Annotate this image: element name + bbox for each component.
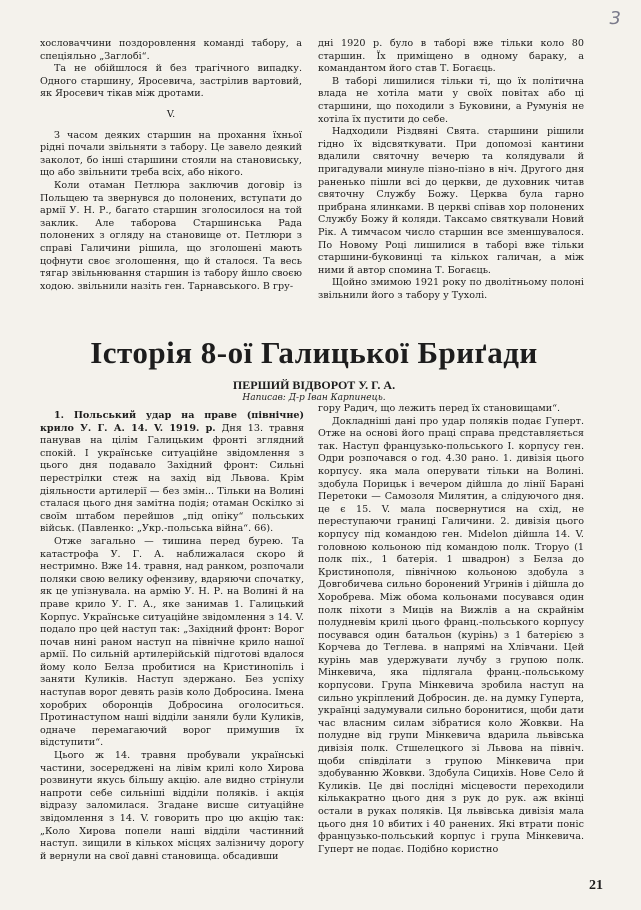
article-title: Історія 8-ої Галицької Бриґади <box>90 335 538 370</box>
paragraph: Та не обійшлося й без трагічного випадку. Одного старшину, Яросевича, застрілив вартовий, як Яросевич тікав між дротами. <box>40 63 302 100</box>
page-number: 21 <box>589 878 603 893</box>
byline: Написав: Д-р Іван Карпинець. <box>242 393 386 403</box>
paragraph: Отже загально — тишина перед бурею. Та катастрофа У. Г. А. наближалася скоро й нестримно. Вже 14. травня, над ранком, розпочали поляки свою велику офензиву, вдаряючи спочатку, як це упізнувала. на армію У. Н. Р. на Волині й на праве крило У. Г. А., яке занимав 1. Галицький Корпус. Українське ситуаційне звідомлення з 14. V. подало про цей наступ так: „Західний фронт: Ворог почав нині раном наступ на північне крило нашої армії. По сильній артилерійській підготові вдалося йому коло Белза пробитися на Кристинопіль і заняти Куликів. Наступ здержано. Без успіху наступав ворог девять разів коло Добросина. Імена хоробрих оборонців Добросина оголоситься. Протинаступом наші відділи заняли були Куликів, одначе перемагаючий ворог примушив їх відступити“. <box>40 535 304 749</box>
paragraph: В таборі лишилися тільки ті, що їх політична влада не хотіла мати у своїх повітах або ці старшини, що походили з Буковини, а Румунія не хотіла їх пустити до себе. <box>318 75 584 125</box>
top-left-column <box>40 38 302 293</box>
section-lead-text: Дня 13. травня панував на цілім Галицьким фронті зглядний спокій. І українське ситуаційне звідомлення з цього дня подавало Західний фронт: Сильні перестрілки стеж на захід від Львова. Крім діяльности артилерії — без змін... Тільки на Волині сталася цього дня замітна подія; отаман Оскілко зі своїм штабом перейшов „під опіку“ польських військ. (Павленко: „Укр.-польська війна“. 66). <box>40 422 304 535</box>
paragraph: Докладніші дані про удар поляків подає Гуперт. Отже на основі його праці справа представляється так. Наступ французько-польського І. корпусу ген. Одри розпочався о год. 4.30 рано. 1. дивізія цього корпусу. яка мала оперувати тільки на Волині. здобула Порицьк і вечером дійшла до лінії Барані Перетоки — Самозоля Милятин, а слідуючого дня. це є 15. V. мала посвернутися на схід, не переступаючи границі Галичини. 2. дивізія цього корпусу під командою ген. Mıdelon дійшла 14. V. головною кольоною під командою полк. Tropyo (1 полк піх., 1 батерія. 1 швадрон) з Белза до Кристинополя, північною кольоною здобула з Довгобичева сильно боронений Угринів і дійшла до Хоробрева. Між обома кольонами посувався один полк піхоти з Миців на Вижлів а на скрайнім полудневім крилі цього франц.-польського корпусу посувався один батальон (курінь) з 1 батерією з Корчева до Теглева. в напрямі на Хлівчани. Цей курінь мав удержувати лучбу з групою полк. Мінкевича, яка підлягала франц.-польському корпусови. Група Мінкевича зробила наступ на сильно укріплений Добросин. де. на думку Гуперта, українці задумували сильно боронитися, щоби дати час власним силам зібратися коло Жовкви. На полудне від групи Мінкевича вдарила львівська дивізія полк. Стшелецкого зі Львова на північ. щоби співділати з групою Мінкевича при здобуванню Жовкви. Здобула Сицихів. Нове Село й Куликів. Це дві послідні місцевости переходили кількакратно цього дня з рук до рук. аж вкінці остали в руках поляків. Ця львівська дивізія мала цього дня 10 вбитих і 40 ранених. Які втрати поніс французько-польський корпус і група Мінкевича. Гуперт не подає. Подібно користно <box>318 415 584 855</box>
paragraph: Надходили Різдвяні Свята. старшини рішили гідно їх відсвяткувати. При допомозі кантини вдалили святочну вечерю та колядували й пригадували минуле пізно-пізно в ніч. Другого дня раненько пішли всі до церкви, де духовник читав святочну Службу Божу. Церква була гарно прибрана ялинками. В церкві співав хор полонених Службу Божу й коляди. Таксамо святкували Новий Рік. А тимчасом число старшин все зменшувалося. По Новому Році лишилися в таборі вже тільки старшини-буковинці та кількох галичан, а між ними й автор спомина Т. Богаєць. <box>318 126 584 276</box>
paragraph: Щойно змимою 1921 року по дволітньому полоні звільнили його з табору у Тухолі. <box>318 277 584 301</box>
paragraph <box>40 410 304 536</box>
paragraph: Цього ж 14. травня пробували українські частини, зосереджені на лівім крилі коло Хирова розвинути якусь більшу акцію. але видно стрінули напроти себе сильніші відділи поляків. і акція відразу заломилася. Згадане висше ситуаційне звідомлення з 14. V. говорить про цю акцію так: „Коло Хирова попели наші відділи частинний наступ. зищили в кількох місцях залізничу дорогу й вернули на свої давні становища. обсадивши <box>40 750 304 862</box>
article-subtitle: ПЕРШИЙ ВІДВОРОТ У. Г. А. <box>232 378 396 392</box>
bottom-left-column <box>40 410 304 863</box>
paragraph: дні 1920 р. було в таборі вже тільки коло 80 старшин. Їх приміщено в одному бараку, а командантом його став Т. Богаєць. <box>318 38 584 75</box>
paragraph: гору Радич, що лежить перед їх становищами“. <box>318 403 561 414</box>
bottom-right-column <box>318 403 584 856</box>
paragraph: хословаччини поздоровлення команді табору, а спеціяльно „Заглобі“. <box>40 38 302 62</box>
paragraph: З часом деяких старшин на прохання їхньої рідні почали звільняти з табору. Це завело деякий заколот, бо інші старшини стояли на становиську, що або звільнити треба всіх, або нікого. <box>40 129 302 179</box>
top-right-column <box>318 38 584 302</box>
section-mark: V. <box>166 108 176 120</box>
corner-mark: 3 <box>609 8 621 29</box>
section-lead: 1. Польський удар на праве (північне) крило У. Г. А. 14. V. 1919. р. <box>40 410 304 434</box>
paragraph: Коли отаман Петлюра заключив договір із Польщею та звернувся до полонених, вступати до армії У. Н. Р., багато старшин зголосилося на той заклик. Але таборова Старшинська Рада полонених з огляду на становище от. Петлюри з справі Галичини рішила, що зголошені мають цофнути своє зголошення, що й сталося. Та весь тягар звільнювання старшин із табору йшло своєю ходою. звільнили назіть ген. Тарнавського. В гру- <box>40 179 302 292</box>
